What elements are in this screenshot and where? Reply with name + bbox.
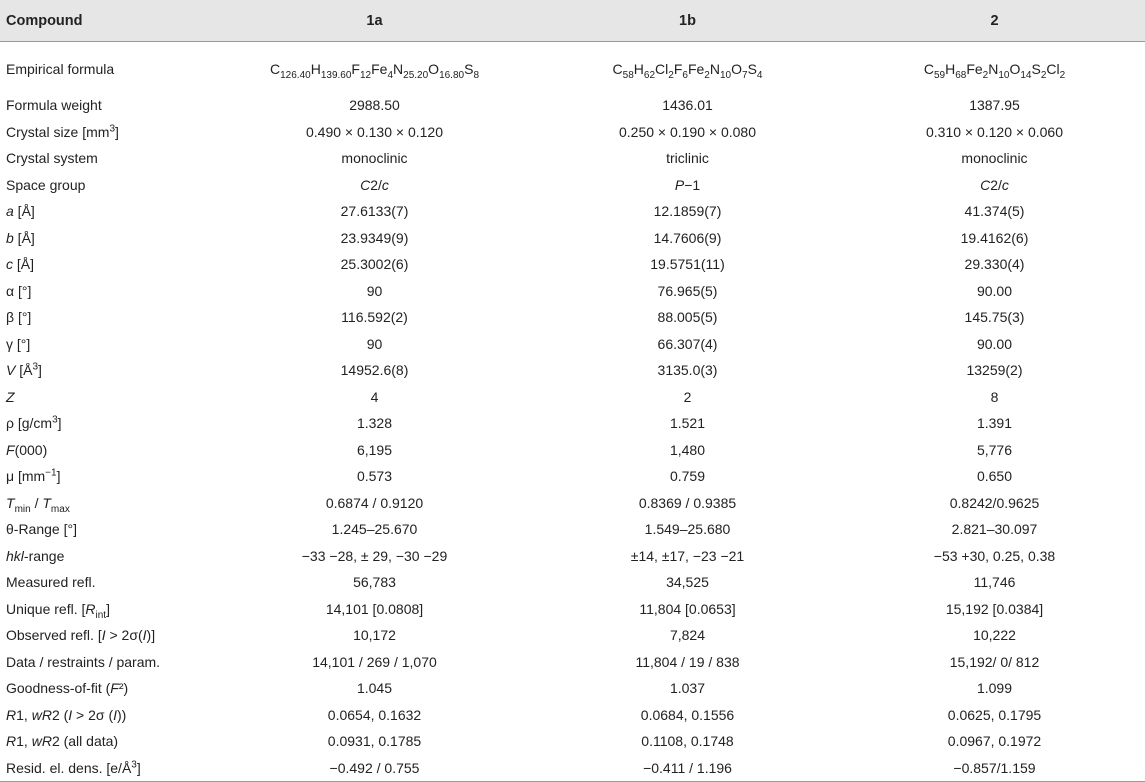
value-2: 11,746 — [973, 574, 1016, 591]
row-label: $T_{min} / T_{max}$ — [6, 494, 70, 515]
value-2: 145.75(3) — [964, 309, 1025, 326]
row-label: Observed refl. [I > 2σ(I)] — [6, 627, 156, 644]
value-1a: 14,101 [0.0808] — [325, 600, 424, 617]
table-row — [0, 92, 1145, 119]
table-row — [0, 728, 1145, 755]
value-1a: monoclinic — [341, 150, 408, 167]
row-label: Measured refl. — [6, 574, 96, 591]
value-2: 19.4162(6) — [960, 229, 1029, 246]
value-1b: 1.037 — [669, 680, 706, 697]
table-row — [0, 198, 1145, 225]
value-2: 15,192 [0.0384] — [945, 600, 1044, 617]
value-2: 41.374(5) — [964, 203, 1025, 220]
value-2: 1387.95 — [969, 97, 1020, 114]
value-1a: 4 — [370, 388, 379, 405]
table-row — [0, 357, 1145, 384]
row-label: Unique refl. $[R_{int}]$ — [6, 600, 110, 621]
value-1b: 11,804 / 19 / 838 — [635, 653, 740, 670]
value-2: 29.330(4) — [964, 256, 1025, 273]
value-1b: 88.005(5) — [657, 309, 718, 326]
value-1a: −0.492 / 0.755 — [218, 755, 531, 782]
row-label: Crystal size $[mm^3]$ — [6, 123, 119, 140]
value-1a: 6,195 — [356, 441, 393, 458]
table-row — [0, 251, 1145, 278]
table-row — [0, 384, 1145, 411]
value-1a: 23.9349(9) — [340, 229, 409, 246]
value-1b: 2 — [683, 388, 692, 405]
value-2: 1.391 — [976, 415, 1013, 432]
value-1b: 0.1108, 0.1748 — [641, 733, 734, 750]
value-2: $C_{59}H_{68}Fe_2N_{10}O_{14}S_2Cl_2$ — [923, 61, 1066, 81]
table-row — [0, 596, 1145, 623]
value-1a: 0.6874 / 0.9120 — [325, 494, 424, 511]
value-1b: 3135.0(3) — [657, 362, 718, 379]
header-1a: 1a — [218, 0, 531, 42]
value-1a: 1.045 — [356, 680, 393, 697]
table-row — [0, 755, 1145, 782]
value-1b: $C_{58}H_{62}Cl_2F_6Fe_2N_{10}O_7S_4$ — [612, 61, 763, 81]
value-1a: 116.592(2) — [341, 309, 408, 326]
value-2: monoclinic — [961, 150, 1028, 167]
value-1a: 0.0931, 0.1785 — [327, 733, 422, 750]
row-label: Goodness-of-fit (F²) — [6, 680, 129, 697]
value-1b: 1.521 — [669, 415, 706, 432]
value-2: 90.00 — [976, 282, 1013, 299]
row-label: μ $[mm^{-1}]$ — [6, 467, 61, 485]
value-1b: ±14, ±17, −23 −21 — [630, 547, 745, 564]
value-1a: 0.573 — [356, 468, 393, 485]
table-row — [0, 516, 1145, 543]
value-1b: 0.0684, 0.1556 — [640, 706, 735, 723]
row-label: Crystal system — [6, 150, 98, 167]
value-1b: P−1 — [674, 176, 701, 193]
value-1a: $C_{126.40}H_{139.60}F_{12}Fe_4N_{25.20}O_{16.80}S_8$ — [269, 61, 479, 81]
value-1a: 14952.6(8) — [340, 362, 409, 379]
row-label: Resid. el. dens. $[e/Å^3]$ — [0, 755, 218, 782]
value-1a: 2988.50 — [349, 97, 400, 114]
value-1a: 10,172 — [353, 627, 396, 644]
value-2: 13259(2) — [966, 362, 1023, 379]
row-label: α [°] — [6, 282, 32, 299]
table-row — [0, 649, 1145, 676]
table-row — [0, 437, 1145, 464]
row-label: Z — [6, 388, 15, 405]
value-1a: 90 — [366, 335, 383, 352]
row-label: θ-Range [°] — [6, 521, 77, 538]
value-1a: 14,101 / 269 / 1,070 — [312, 653, 437, 670]
value-1b: 1,480 — [669, 441, 706, 458]
value-1b: triclinic — [666, 150, 709, 167]
value-2: 15,192/ 0/ 812 — [949, 653, 1040, 670]
row-label: γ [°] — [6, 335, 31, 352]
value-1b: 76.965(5) — [657, 282, 718, 299]
table-row — [0, 543, 1145, 570]
value-1b: 0.759 — [669, 468, 706, 485]
value-2: 0.0967, 0.1972 — [947, 733, 1042, 750]
table-row — [0, 42, 1145, 93]
value-1a: 1.328 — [356, 415, 393, 432]
row-label: c [Å] — [6, 256, 35, 273]
table-row — [0, 331, 1145, 358]
value-2: 2.821–30.097 — [951, 521, 1038, 538]
table-row — [0, 490, 1145, 517]
value-1b: 14.7606(9) — [653, 229, 722, 246]
value-2: −53 +30, 0.25, 0.38 — [933, 547, 1056, 564]
value-1a: 56,783 — [353, 574, 396, 591]
row-label: Space group — [6, 176, 86, 193]
row-label: β [°] — [6, 309, 32, 326]
row-label: R1, wR2 (I > 2σ (I)) — [6, 706, 127, 723]
value-1a: 27.6133(7) — [340, 203, 409, 220]
row-label: hkl-range — [6, 547, 65, 564]
value-1a: C2/c — [360, 176, 389, 193]
value-1b: 0.8369 / 0.9385 — [638, 494, 737, 511]
value-2: 0.8242/0.9625 — [949, 494, 1040, 511]
value-1a: −33 −28, ± 29, −30 −29 — [301, 547, 448, 564]
header-1b: 1b — [531, 0, 844, 42]
row-label: Data / restraints / param. — [6, 653, 161, 670]
value-1b: 11,804 [0.0653] — [639, 600, 736, 617]
value-2: 10,222 — [973, 627, 1016, 644]
table-row — [0, 463, 1145, 490]
value-1b: 19.5751(11) — [650, 256, 725, 273]
value-1b: 7,824 — [669, 627, 706, 644]
value-2: −0.857/1.159 — [844, 755, 1145, 782]
row-label: F(000) — [6, 441, 48, 458]
table-row — [0, 225, 1145, 252]
value-1b: 34,525 — [666, 574, 709, 591]
value-2: 0.650 — [976, 468, 1013, 485]
value-1a: 90 — [366, 282, 383, 299]
value-2: C2/c — [980, 176, 1009, 193]
value-1a: 1.245–25.670 — [331, 521, 418, 538]
row-label: Empirical formula — [6, 61, 115, 77]
row-label: R1, wR2 (all data) — [6, 733, 119, 750]
row-label: b [Å] — [6, 229, 35, 246]
value-2: 8 — [990, 388, 999, 405]
table-body — [0, 42, 1145, 782]
table-row — [0, 304, 1145, 331]
table-row — [0, 119, 1145, 146]
value-1a: 0.0654, 0.1632 — [327, 706, 422, 723]
table-header-row — [0, 0, 1145, 42]
table-row — [0, 675, 1145, 702]
value-1b: 66.307(4) — [657, 335, 718, 352]
value-2: 0.310 × 0.120 × 0.060 — [925, 123, 1063, 140]
row-label: Formula weight — [6, 97, 102, 114]
header-2: 2 — [844, 0, 1145, 42]
value-1b: −0.411 / 1.196 — [531, 755, 844, 782]
value-2: 90.00 — [976, 335, 1013, 352]
value-2: 0.0625, 0.1795 — [947, 706, 1042, 723]
value-2: 1.099 — [976, 680, 1013, 697]
table-row — [0, 410, 1145, 437]
value-1b: 1436.01 — [662, 97, 713, 114]
value-1b: 12.1859(7) — [653, 203, 722, 220]
header-compound: Compound — [0, 0, 218, 42]
table-row — [0, 278, 1145, 305]
value-1b: 1.549–25.680 — [644, 521, 731, 538]
value-1a: 25.3002(6) — [340, 256, 409, 273]
row-label: ρ $[g/cm^3]$ — [6, 414, 62, 432]
value-2: 5,776 — [976, 441, 1013, 458]
row-label: a [Å] — [6, 203, 35, 220]
table-row — [0, 569, 1145, 596]
table-row — [0, 172, 1145, 199]
value-1a: 0.490 × 0.130 × 0.120 — [305, 123, 443, 140]
table-row — [0, 702, 1145, 729]
table-row — [0, 145, 1145, 172]
value-1b: 0.250 × 0.190 × 0.080 — [618, 123, 756, 140]
row-label: V $[Å^3]$ — [6, 361, 42, 379]
table-row — [0, 622, 1145, 649]
